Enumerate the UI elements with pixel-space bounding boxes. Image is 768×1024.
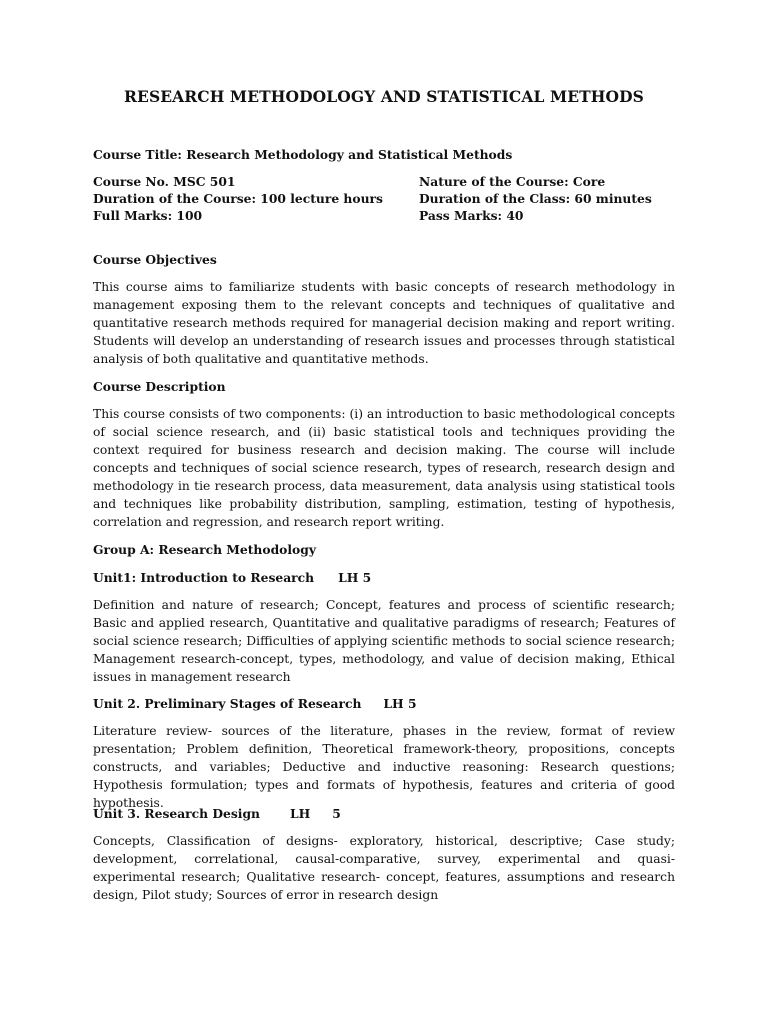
pass-marks: Pass Marks: 40 (419, 208, 524, 223)
class-duration: Duration of the Class: 60 minutes (419, 191, 652, 206)
info-row-2 (93, 190, 675, 207)
full-marks: Full Marks: 100 (93, 208, 203, 223)
description-heading: Course Description (93, 379, 226, 394)
unit-2-heading (93, 695, 675, 713)
unit-1-text: Definition and nature of research; Concept, features and process of scientific research; Basic and applied research, Quantitative and qualitative paradigms of research; Features of social science research; Difficulties of applying scientific methods to social science research; Management research-concept, types, methodology, and value of decision making, Ethical issues in management research (93, 598, 675, 684)
info-row-3 (93, 207, 675, 224)
description-text: This course consists of two components: (i) an introduction to basic methodological concepts of social science research, and (ii) basic statistical tools and techniques providing the context required for business research and decision making. The course will include concepts and techniques of social science research, types of research, research design and methodology in tie research process, data measurement, data analysis using statistical tools and techniques like probability distribution, sampling, estimation, testing of hypothesis, correlation and regression, and research report writing. (93, 407, 675, 529)
unit-1-lecture-hours: LH 5 (338, 570, 372, 585)
objectives-heading: Course Objectives (93, 252, 217, 267)
unit-2-title: Unit 2. Preliminary Stages of Research (93, 696, 362, 711)
unit-3-lecture-hours-number: 5 (332, 806, 341, 821)
page-title: RESEARCH METHODOLOGY AND STATISTICAL METHODS (124, 87, 644, 106)
unit-1-title: Unit1: Introduction to Research (93, 570, 315, 585)
unit-1-heading (93, 569, 675, 587)
unit-3-title: Unit 3. Research Design (93, 806, 260, 821)
unit-3-heading (93, 805, 675, 823)
unit-2-lecture-hours: LH 5 (383, 696, 417, 711)
info-row-1 (93, 173, 675, 190)
course-info (93, 173, 675, 224)
objectives-text: This course aims to familiarize students with basic concepts of research methodology in management exposing them to the relevant concepts and techniques of qualitative and quantitative research methods required for managerial decision making and report writing. Students will develop an understanding of research issues and processes through statistical analysis of both qualitative and quantitative methods. (93, 280, 675, 366)
unit-3-text: Concepts, Classification of designs- exploratory, historical, descriptive; Case study; development, correlational, causal-comparative, survey, experimental and quasi-experimental research; Qualitative research- concept, features, assumptions and research design, Pilot study; Sources of error in research design (93, 834, 675, 902)
course-nature: Nature of the Course: Core (419, 174, 606, 189)
group-a-heading: Group A: Research Methodology (93, 542, 316, 557)
unit-2-text: Literature review- sources of the literature, phases in the review, format of review presentation; Problem definition, Theoretical framework-theory, propositions, concepts constructs, and variables; Deductive and inductive reasoning: Research questions; Hypothesis formulation; types and formats of hypothesis, features and criteria of good hypothesis. (93, 724, 675, 810)
unit-3-lecture-hours-label: LH (289, 806, 311, 821)
course-duration: Duration of the Course: 100 lecture hours (93, 191, 383, 206)
course-title: Course Title: Research Methodology and Statistical Methods (93, 147, 513, 162)
course-number: Course No. MSC 501 (93, 174, 236, 189)
